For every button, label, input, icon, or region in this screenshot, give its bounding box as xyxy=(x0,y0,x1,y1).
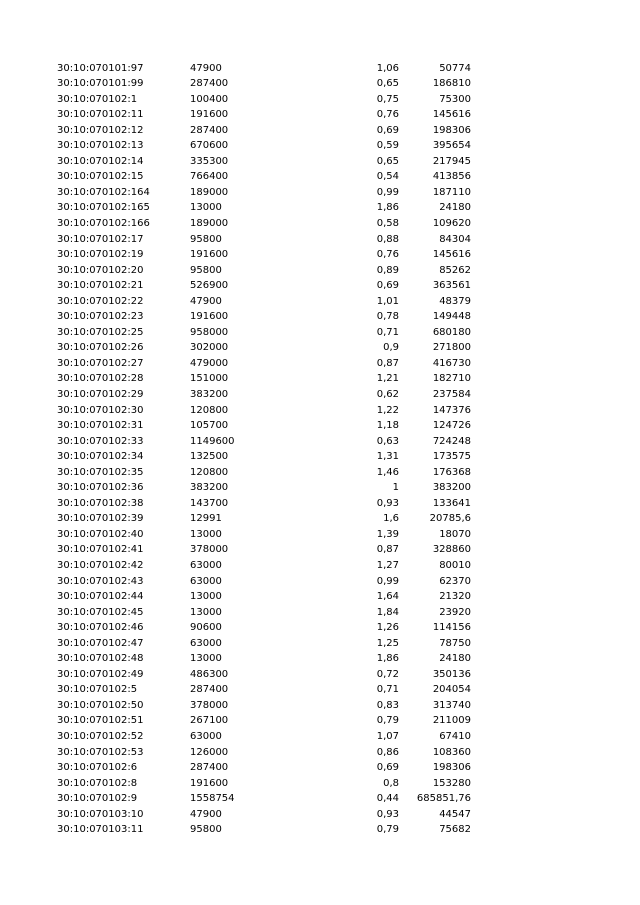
table-row xyxy=(0,496,640,512)
coefficient-cell: 0,76 xyxy=(376,109,399,121)
cadastral-number-cell: 30:10:070102:30 xyxy=(57,404,144,416)
result-cell: 80010 xyxy=(439,560,471,571)
cadastral-number-cell: 30:10:070101:99 xyxy=(57,78,144,90)
result-cell: 20785,6 xyxy=(429,513,471,525)
table-row xyxy=(0,682,640,698)
result-cell: 21320 xyxy=(439,591,471,603)
value-cell: 191600 xyxy=(190,777,229,789)
value-cell: 47900 xyxy=(190,62,222,74)
coefficient-cell: 0,8 xyxy=(383,777,399,789)
cadastral-number-cell: 30:10:070102:52 xyxy=(57,731,144,743)
result-cell: 44547 xyxy=(439,808,471,820)
coefficient-cell: 1,26 xyxy=(376,622,399,634)
table-row xyxy=(0,309,640,325)
value-cell: 766400 xyxy=(190,171,229,183)
coefficient-cell: 0,65 xyxy=(376,155,399,167)
value-cell: 189000 xyxy=(190,186,229,198)
result-cell: 204054 xyxy=(432,684,471,696)
coefficient-cell: 0,79 xyxy=(376,824,399,836)
coefficient-cell: 1,22 xyxy=(376,404,399,416)
value-cell: 191600 xyxy=(190,249,229,261)
coefficient-cell: 0,88 xyxy=(376,233,399,245)
coefficient-cell: 0,99 xyxy=(376,186,399,198)
value-cell: 1149600 xyxy=(190,435,235,447)
table-row xyxy=(0,263,640,279)
cadastral-number-cell: 30:10:070102:17 xyxy=(57,233,144,245)
table-row xyxy=(0,807,640,823)
cadastral-number-cell: 30:10:070102:39 xyxy=(57,513,144,525)
coefficient-cell: 0,79 xyxy=(376,715,399,727)
value-cell: 143700 xyxy=(190,497,229,509)
table-row xyxy=(0,247,640,263)
result-cell: 383200 xyxy=(432,482,471,494)
cadastral-number-cell: 30:10:070102:46 xyxy=(57,622,144,634)
cadastral-number-cell: 30:10:070102:165 xyxy=(57,202,150,214)
coefficient-cell: 1,6 xyxy=(383,513,399,525)
coefficient-cell: 0,87 xyxy=(376,544,399,556)
result-cell: 363561 xyxy=(432,280,471,292)
table-row xyxy=(0,480,640,496)
table-row xyxy=(0,651,640,667)
result-cell: 78750 xyxy=(439,637,471,649)
coefficient-cell: 1,01 xyxy=(376,295,399,307)
coefficient-cell: 1,06 xyxy=(376,62,399,74)
result-cell: 724248 xyxy=(432,435,471,447)
value-cell: 526900 xyxy=(190,280,229,292)
cadastral-number-cell: 30:10:070102:38 xyxy=(57,497,144,509)
coefficient-cell: 0,86 xyxy=(376,746,399,758)
value-cell: 90600 xyxy=(190,622,222,634)
result-cell: 413856 xyxy=(432,171,471,183)
result-cell: 173575 xyxy=(432,451,471,463)
cadastral-number-cell: 30:10:070102:44 xyxy=(57,591,144,603)
value-cell: 63000 xyxy=(190,637,222,649)
cadastral-number-cell: 30:10:070103:10 xyxy=(57,808,144,820)
cadastral-number-cell: 30:10:070102:47 xyxy=(57,637,144,649)
table-row xyxy=(0,185,640,201)
value-cell: 47900 xyxy=(190,295,222,307)
value-cell: 151000 xyxy=(190,373,229,385)
cadastral-number-cell: 30:10:070102:48 xyxy=(57,653,144,665)
coefficient-cell: 0,62 xyxy=(376,388,399,400)
cadastral-number-cell: 30:10:070102:50 xyxy=(57,699,144,711)
result-cell: 182710 xyxy=(432,373,471,385)
value-cell: 378000 xyxy=(190,544,229,556)
value-cell: 13000 xyxy=(190,606,222,618)
table-row xyxy=(0,92,640,108)
result-cell: 685851,76 xyxy=(416,793,471,805)
result-cell: 109620 xyxy=(432,217,471,229)
coefficient-cell: 0,58 xyxy=(376,217,399,229)
coefficient-cell: 0,69 xyxy=(376,280,399,292)
cadastral-number-cell: 30:10:070102:25 xyxy=(57,326,144,338)
table-row xyxy=(0,542,640,558)
value-cell: 120800 xyxy=(190,466,229,478)
value-cell: 105700 xyxy=(190,420,229,432)
value-cell: 302000 xyxy=(190,342,229,354)
coefficient-cell: 0,9 xyxy=(383,342,399,354)
value-cell: 267100 xyxy=(190,715,229,727)
coefficient-cell: 1,39 xyxy=(376,528,399,540)
result-cell: 149448 xyxy=(432,311,471,323)
coefficient-cell: 1,07 xyxy=(376,731,399,743)
result-cell: 350136 xyxy=(432,668,471,680)
result-cell: 211009 xyxy=(432,715,471,727)
coefficient-cell: 0,93 xyxy=(376,497,399,509)
coefficient-cell: 0,75 xyxy=(376,93,399,105)
coefficient-cell: 1,64 xyxy=(376,591,399,603)
coefficient-cell: 0,93 xyxy=(376,808,399,820)
value-cell: 63000 xyxy=(190,731,222,743)
table-row xyxy=(0,138,640,154)
cadastral-number-cell: 30:10:070102:28 xyxy=(57,373,144,385)
coefficient-cell: 1,18 xyxy=(376,420,399,432)
result-cell: 23920 xyxy=(439,606,471,618)
cadastral-number-cell: 30:10:070102:43 xyxy=(57,575,144,587)
coefficient-cell: 1,46 xyxy=(376,466,399,478)
value-cell: 383200 xyxy=(190,388,229,400)
result-cell: 186810 xyxy=(432,78,471,90)
result-cell: 147376 xyxy=(432,404,471,416)
coefficient-cell: 0,71 xyxy=(376,684,399,696)
coefficient-cell: 0,89 xyxy=(376,264,399,276)
cadastral-number-cell: 30:10:070102:6 xyxy=(57,762,138,774)
cadastral-number-cell: 30:10:070102:164 xyxy=(57,186,150,198)
result-cell: 395654 xyxy=(432,140,471,152)
cadastral-number-cell: 30:10:070102:26 xyxy=(57,342,144,354)
cadastral-number-cell: 30:10:070102:29 xyxy=(57,388,144,400)
table-row xyxy=(0,154,640,170)
result-cell: 62370 xyxy=(439,575,471,587)
result-cell: 50774 xyxy=(439,62,471,74)
table-row xyxy=(0,61,640,77)
table-row xyxy=(0,107,640,123)
value-cell: 958000 xyxy=(190,326,229,338)
table-row xyxy=(0,527,640,543)
value-cell: 670600 xyxy=(190,140,229,152)
value-cell: 383200 xyxy=(190,482,229,494)
cadastral-number-cell: 30:10:070102:13 xyxy=(57,140,144,152)
result-cell: 124726 xyxy=(432,420,471,432)
value-cell: 287400 xyxy=(190,78,229,90)
cadastral-number-cell: 30:10:070102:20 xyxy=(57,264,144,276)
result-cell: 328860 xyxy=(432,544,471,556)
value-cell: 189000 xyxy=(190,217,229,229)
coefficient-cell: 1,84 xyxy=(376,606,399,618)
table-row xyxy=(0,760,640,776)
table-row xyxy=(0,434,640,450)
table-row xyxy=(0,371,640,387)
value-cell: 126000 xyxy=(190,746,229,758)
result-cell: 145616 xyxy=(432,109,471,121)
value-cell: 63000 xyxy=(190,575,222,587)
coefficient-cell: 1,31 xyxy=(376,451,399,463)
result-cell: 24180 xyxy=(439,653,471,665)
value-cell: 486300 xyxy=(190,668,229,680)
cadastral-number-cell: 30:10:070102:51 xyxy=(57,715,144,727)
cadastral-number-cell: 30:10:070103:11 xyxy=(57,824,144,836)
cadastral-number-cell: 30:10:070102:36 xyxy=(57,482,144,494)
table-row xyxy=(0,76,640,92)
result-cell: 67410 xyxy=(439,731,471,743)
table-row xyxy=(0,278,640,294)
cadastral-number-cell: 30:10:070102:40 xyxy=(57,528,144,540)
cadastral-number-cell: 30:10:070102:8 xyxy=(57,777,138,789)
result-cell: 48379 xyxy=(439,295,471,307)
value-cell: 13000 xyxy=(190,202,222,214)
table-row xyxy=(0,465,640,481)
value-cell: 63000 xyxy=(190,560,222,571)
coefficient-cell: 1,21 xyxy=(376,373,399,385)
value-cell: 335300 xyxy=(190,155,229,167)
table-row xyxy=(0,216,640,232)
coefficient-cell: 0,76 xyxy=(376,249,399,261)
table-row xyxy=(0,698,640,714)
coefficient-cell: 0,54 xyxy=(376,171,399,183)
cadastral-number-cell: 30:10:070102:27 xyxy=(57,357,144,369)
table-row xyxy=(0,387,640,403)
table-row xyxy=(0,667,640,683)
result-cell: 75682 xyxy=(439,824,471,836)
cadastral-number-cell: 30:10:070102:35 xyxy=(57,466,144,478)
cadastral-number-cell: 30:10:070102:1 xyxy=(57,93,138,105)
result-cell: 198306 xyxy=(432,124,471,136)
table-row xyxy=(0,558,640,574)
value-cell: 95800 xyxy=(190,264,222,276)
value-cell: 287400 xyxy=(190,124,229,136)
table-row xyxy=(0,418,640,434)
value-cell: 120800 xyxy=(190,404,229,416)
cadastral-number-cell: 30:10:070102:21 xyxy=(57,280,144,292)
cadastral-number-cell: 30:10:070102:9 xyxy=(57,793,138,805)
value-cell: 13000 xyxy=(190,528,222,540)
result-cell: 237584 xyxy=(432,388,471,400)
coefficient-cell: 0,72 xyxy=(376,668,399,680)
cadastral-number-cell: 30:10:070102:23 xyxy=(57,311,144,323)
table-row xyxy=(0,589,640,605)
value-cell: 191600 xyxy=(190,311,229,323)
table-row xyxy=(0,574,640,590)
table-row xyxy=(0,791,640,807)
table-row xyxy=(0,200,640,216)
table-row xyxy=(0,232,640,248)
cadastral-number-cell: 30:10:070102:31 xyxy=(57,420,144,432)
result-cell: 416730 xyxy=(432,357,471,369)
cadastral-number-cell: 30:10:070102:34 xyxy=(57,451,144,463)
value-cell: 132500 xyxy=(190,451,229,463)
result-cell: 680180 xyxy=(432,326,471,338)
result-cell: 108360 xyxy=(432,746,471,758)
cadastral-number-cell: 30:10:070102:33 xyxy=(57,435,144,447)
value-cell: 1558754 xyxy=(190,793,235,805)
cadastral-number-cell: 30:10:070102:53 xyxy=(57,746,144,758)
cadastral-number-cell: 30:10:070102:49 xyxy=(57,668,144,680)
cadastral-number-cell: 30:10:070102:42 xyxy=(57,560,144,571)
result-cell: 313740 xyxy=(432,699,471,711)
coefficient-cell: 1,86 xyxy=(376,202,399,214)
table-row xyxy=(0,729,640,745)
coefficient-cell: 0,78 xyxy=(376,311,399,323)
value-cell: 13000 xyxy=(190,653,222,665)
value-cell: 95800 xyxy=(190,824,222,836)
result-cell: 18070 xyxy=(439,528,471,540)
table-row xyxy=(0,403,640,419)
coefficient-cell: 1 xyxy=(392,482,399,494)
value-cell: 100400 xyxy=(190,93,229,105)
result-cell: 198306 xyxy=(432,762,471,774)
cadastral-number-cell: 30:10:070102:12 xyxy=(57,124,144,136)
result-cell: 217945 xyxy=(432,155,471,167)
value-cell: 287400 xyxy=(190,762,229,774)
coefficient-cell: 0,44 xyxy=(376,793,399,805)
cadastral-number-cell: 30:10:070102:19 xyxy=(57,249,144,261)
coefficient-cell: 1,25 xyxy=(376,637,399,649)
result-cell: 187110 xyxy=(432,186,471,198)
coefficient-cell: 0,69 xyxy=(376,124,399,136)
cadastral-number-cell: 30:10:070102:166 xyxy=(57,217,150,229)
result-cell: 176368 xyxy=(432,466,471,478)
coefficient-cell: 1,86 xyxy=(376,653,399,665)
table-row xyxy=(0,123,640,139)
data-table xyxy=(0,61,640,838)
result-cell: 84304 xyxy=(439,233,471,245)
coefficient-cell: 0,99 xyxy=(376,575,399,587)
table-row xyxy=(0,636,640,652)
cadastral-number-cell: 30:10:070102:11 xyxy=(57,109,144,121)
coefficient-cell: 0,63 xyxy=(376,435,399,447)
result-cell: 114156 xyxy=(432,622,471,634)
value-cell: 191600 xyxy=(190,109,229,121)
table-row xyxy=(0,605,640,621)
result-cell: 75300 xyxy=(439,93,471,105)
coefficient-cell: 0,71 xyxy=(376,326,399,338)
result-cell: 133641 xyxy=(432,497,471,509)
coefficient-cell: 0,69 xyxy=(376,762,399,774)
coefficient-cell: 0,83 xyxy=(376,699,399,711)
result-cell: 153280 xyxy=(432,777,471,789)
table-row xyxy=(0,620,640,636)
result-cell: 271800 xyxy=(432,342,471,354)
table-row xyxy=(0,713,640,729)
value-cell: 95800 xyxy=(190,233,222,245)
result-cell: 145616 xyxy=(432,249,471,261)
table-row xyxy=(0,745,640,761)
table-row xyxy=(0,511,640,527)
table-row xyxy=(0,822,640,838)
value-cell: 479000 xyxy=(190,357,229,369)
table-row xyxy=(0,356,640,372)
table-row xyxy=(0,325,640,341)
coefficient-cell: 0,87 xyxy=(376,357,399,369)
value-cell: 12991 xyxy=(190,513,222,525)
cadastral-number-cell: 30:10:070102:15 xyxy=(57,171,144,183)
table-row xyxy=(0,776,640,792)
coefficient-cell: 0,65 xyxy=(376,78,399,90)
table-row xyxy=(0,449,640,465)
cadastral-number-cell: 30:10:070102:41 xyxy=(57,544,144,556)
coefficient-cell: 1,27 xyxy=(376,560,399,571)
value-cell: 13000 xyxy=(190,591,222,603)
cadastral-number-cell: 30:10:070102:22 xyxy=(57,295,144,307)
result-cell: 24180 xyxy=(439,202,471,214)
table-row xyxy=(0,294,640,310)
table-row xyxy=(0,340,640,356)
value-cell: 287400 xyxy=(190,684,229,696)
result-cell: 85262 xyxy=(439,264,471,276)
cadastral-number-cell: 30:10:070102:5 xyxy=(57,684,138,696)
table-row xyxy=(0,169,640,185)
value-cell: 378000 xyxy=(190,699,229,711)
cadastral-number-cell: 30:10:070101:97 xyxy=(57,62,144,74)
cadastral-number-cell: 30:10:070102:14 xyxy=(57,155,144,167)
cadastral-number-cell: 30:10:070102:45 xyxy=(57,606,144,618)
coefficient-cell: 0,59 xyxy=(376,140,399,152)
value-cell: 47900 xyxy=(190,808,222,820)
